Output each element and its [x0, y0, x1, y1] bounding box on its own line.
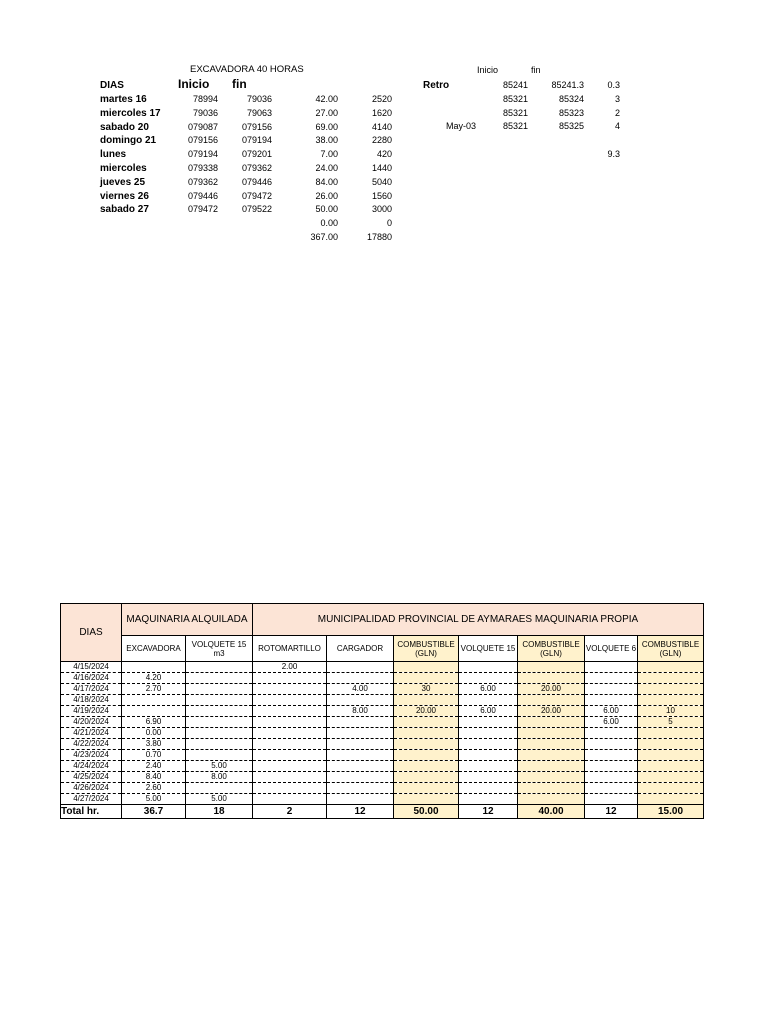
hours-cell: [122, 662, 186, 673]
fin-value: 79036: [246, 94, 272, 104]
total-cell: 12: [327, 805, 394, 819]
inicio-header: Inicio: [178, 77, 210, 91]
hours-cell: [585, 783, 638, 794]
retro-inicio: 85321: [502, 107, 528, 118]
hours-cell: [638, 772, 704, 783]
hours-cell: [253, 783, 327, 794]
monto-value: 2520: [371, 94, 392, 104]
total-label: Total hr.: [61, 805, 122, 819]
hours-cell: 4.00: [327, 684, 394, 695]
date-cell: 4/17/2024: [61, 684, 122, 695]
dia-label: sabado 27: [100, 204, 149, 216]
fin-value: 079201: [241, 149, 272, 160]
hours-cell: [186, 783, 253, 794]
table-body: [61, 662, 704, 805]
excavadora-title: EXCAVADORA 40 HORAS: [190, 64, 304, 75]
table-row: [61, 761, 704, 772]
hours-cell: [518, 772, 585, 783]
hours-cell: 8.40: [122, 772, 186, 783]
hours-cell: [518, 750, 585, 761]
retro-total: 9.3: [607, 149, 620, 159]
fin-value: 079472: [241, 190, 272, 201]
hours-cell: [518, 739, 585, 750]
horas-value: 42.00: [315, 94, 338, 104]
hours-cell: [394, 739, 459, 750]
total-cell: 36.7: [122, 805, 186, 819]
column-header: ROTOMARTILLO: [253, 636, 327, 662]
hours-cell: [327, 728, 394, 739]
hours-cell: [122, 706, 186, 717]
dia-label: miercoles: [100, 163, 147, 174]
hours-cell: [585, 673, 638, 684]
hours-cell: [638, 761, 704, 772]
group-header-propia: MUNICIPALIDAD PROVINCIAL DE AYMARAES MAQUINARIA PROPIA: [253, 604, 704, 636]
hours-cell: [253, 739, 327, 750]
hours-cell: [253, 761, 327, 772]
column-header-row: [61, 636, 704, 662]
extra-monto: 0: [386, 218, 392, 228]
dia-label: martes 16: [100, 94, 147, 105]
hours-cell: [518, 783, 585, 794]
hours-cell: 6.00: [459, 684, 518, 695]
total-cell: 50.00: [394, 805, 459, 819]
total-cell: 12: [459, 805, 518, 819]
hours-cell: 2.60: [122, 783, 186, 794]
hours-cell: 8.00: [186, 772, 253, 783]
inicio-value: 78994: [192, 94, 218, 104]
hours-cell: [327, 794, 394, 805]
retro-inicio: 85321: [502, 121, 528, 132]
hours-cell: [327, 761, 394, 772]
hours-cell: 2.00: [253, 662, 327, 673]
hours-cell: [459, 717, 518, 728]
retro-fin: 85241.3: [551, 80, 584, 90]
hours-cell: [459, 728, 518, 739]
hours-cell: [394, 662, 459, 673]
hours-cell: [253, 772, 327, 783]
retro-horas: 3: [614, 93, 620, 104]
hours-cell: [638, 684, 704, 695]
hours-cell: [459, 662, 518, 673]
total-monto: 17880: [366, 232, 392, 242]
monto-value: 1440: [371, 163, 392, 173]
column-header: VOLQUETE 6: [585, 636, 638, 662]
hours-cell: 5: [638, 717, 704, 728]
hours-cell: [186, 706, 253, 717]
hours-cell: [394, 717, 459, 728]
monto-value: 2280: [371, 135, 392, 146]
hours-cell: [585, 684, 638, 695]
table-row: [61, 684, 704, 695]
date-cell: 4/24/2024: [61, 761, 122, 772]
hours-cell: 20.00: [518, 706, 585, 717]
fin-value: 079446: [241, 176, 272, 187]
retro-horas: 4: [614, 121, 620, 132]
column-header: COMBUSTIBLE (GLN): [518, 636, 585, 662]
hours-cell: [253, 673, 327, 684]
table-row: [61, 783, 704, 794]
column-header: COMBUSTIBLE (GLN): [394, 636, 459, 662]
hours-cell: [459, 794, 518, 805]
hours-cell: 8.00: [327, 706, 394, 717]
fin-value: 79063: [246, 107, 272, 118]
hours-cell: [638, 673, 704, 684]
table-row: [61, 673, 704, 684]
hours-cell: [394, 695, 459, 706]
hours-cell: [394, 761, 459, 772]
hours-cell: [394, 728, 459, 739]
total-cell: 2: [253, 805, 327, 819]
group-header-alquilada: MAQUINARIA ALQUILADA: [122, 604, 253, 636]
horas-value: 50.00: [315, 204, 338, 215]
hours-cell: [394, 794, 459, 805]
date-cell: 4/15/2024: [61, 662, 122, 673]
hours-cell: 2.70: [122, 684, 186, 695]
hours-cell: [253, 717, 327, 728]
date-cell: 4/23/2024: [61, 750, 122, 761]
hours-cell: [186, 684, 253, 695]
hours-cell: [638, 794, 704, 805]
retro-inicio: 85321: [502, 93, 528, 104]
hours-cell: [394, 783, 459, 794]
hours-cell: [518, 794, 585, 805]
hours-cell: [518, 717, 585, 728]
hours-cell: [327, 772, 394, 783]
totals-row: [61, 805, 704, 819]
hours-cell: 20.00: [394, 706, 459, 717]
hours-cell: 5.00: [186, 794, 253, 805]
retro-inicio-header: Inicio: [477, 65, 499, 75]
hours-cell: [327, 662, 394, 673]
hours-cell: [327, 739, 394, 750]
hours-cell: [253, 684, 327, 695]
hours-cell: [459, 783, 518, 794]
monto-value: 3000: [371, 204, 392, 215]
hours-cell: [518, 673, 585, 684]
column-header: COMBUSTIBLE (GLN): [638, 636, 704, 662]
hours-cell: [394, 750, 459, 761]
table-row: [61, 794, 704, 805]
total-cell: 40.00: [518, 805, 585, 819]
retro-fin: 85324: [558, 93, 584, 104]
total-horas: 367.00: [310, 232, 338, 242]
retro-label: Retro: [423, 80, 450, 91]
dias-header: DIAS: [100, 80, 124, 91]
hours-cell: 3.80: [122, 739, 186, 750]
table-row: [61, 728, 704, 739]
hours-cell: [253, 750, 327, 761]
column-header: VOLQUETE 15: [459, 636, 518, 662]
hours-cell: 6.90: [122, 717, 186, 728]
total-cell: 15.00: [638, 805, 704, 819]
retro-horas: 0.3: [607, 80, 620, 90]
date-cell: 4/26/2024: [61, 783, 122, 794]
column-header: EXCAVADORA: [122, 636, 186, 662]
total-cell: 12: [585, 805, 638, 819]
hours-cell: 20.00: [518, 684, 585, 695]
machinery-hours-table: [60, 603, 704, 819]
inicio-value: 079446: [187, 190, 218, 201]
fin-value: 079194: [241, 135, 272, 146]
hours-cell: 0.70: [122, 750, 186, 761]
hours-cell: 4.20: [122, 673, 186, 684]
hours-cell: [638, 695, 704, 706]
table-row: [61, 706, 704, 717]
hours-cell: [518, 662, 585, 673]
hours-cell: 0.00: [122, 728, 186, 739]
hours-cell: 6.00: [585, 706, 638, 717]
hours-cell: [459, 695, 518, 706]
hours-cell: [459, 739, 518, 750]
extra-horas: 0.00: [320, 218, 338, 228]
date-cell: 4/20/2024: [61, 717, 122, 728]
hours-cell: [638, 728, 704, 739]
retro-fin: 85323: [558, 107, 584, 118]
inicio-value: 079194: [187, 149, 218, 160]
dia-label: lunes: [100, 149, 127, 161]
hours-cell: [253, 706, 327, 717]
hours-cell: [327, 717, 394, 728]
hours-cell: [459, 673, 518, 684]
dia-label: sabado 20: [100, 121, 149, 133]
hours-cell: [253, 695, 327, 706]
hours-cell: [253, 728, 327, 739]
horas-value: 27.00: [315, 107, 338, 118]
hours-cell: [585, 662, 638, 673]
hours-cell: [327, 695, 394, 706]
hours-cell: [186, 739, 253, 750]
date-cell: 4/16/2024: [61, 673, 122, 684]
monto-value: 5040: [371, 176, 392, 187]
hours-cell: [459, 761, 518, 772]
hours-cell: 30: [394, 684, 459, 695]
horas-value: 24.00: [315, 163, 338, 173]
horas-value: 26.00: [315, 190, 338, 201]
fin-value: 079362: [241, 163, 272, 173]
hours-cell: [327, 783, 394, 794]
horas-value: 69.00: [315, 121, 338, 132]
hours-cell: [518, 761, 585, 772]
inicio-value: 079362: [187, 176, 218, 187]
date-cell: 4/25/2024: [61, 772, 122, 783]
retro-inicio: 85241: [502, 80, 528, 90]
fin-value: 079522: [241, 204, 272, 215]
dia-label: jueves 25: [100, 176, 146, 188]
inicio-value: 079472: [187, 204, 218, 215]
hours-cell: 10: [638, 706, 704, 717]
hours-cell: [186, 717, 253, 728]
hours-cell: [253, 794, 327, 805]
hours-cell: 6.00: [585, 717, 638, 728]
fin-header: fin: [232, 77, 247, 91]
dia-label: domingo 21: [100, 135, 157, 147]
hours-cell: [638, 783, 704, 794]
hours-cell: [186, 728, 253, 739]
fin-value: 079156: [241, 121, 272, 132]
monto-value: 420: [376, 149, 392, 160]
hours-cell: [186, 673, 253, 684]
hours-cell: [585, 761, 638, 772]
hours-cell: [585, 728, 638, 739]
hours-cell: [585, 794, 638, 805]
hours-cell: 2.40: [122, 761, 186, 772]
hours-cell: [327, 750, 394, 761]
hours-cell: [518, 695, 585, 706]
inicio-value: 79036: [192, 107, 218, 118]
column-header: CARGADOR: [327, 636, 394, 662]
column-header: VOLQUETE 15 m3: [186, 636, 253, 662]
table-row: [61, 739, 704, 750]
dias-column-header: DIAS: [61, 604, 122, 662]
hours-cell: 5.00: [122, 794, 186, 805]
table-row: [61, 772, 704, 783]
date-cell: 4/21/2024: [61, 728, 122, 739]
retro-fecha: May-03: [445, 121, 476, 132]
retro-fin-header: fin: [531, 65, 541, 75]
horas-value: 84.00: [315, 176, 338, 187]
hours-cell: [585, 739, 638, 750]
hours-cell: [186, 662, 253, 673]
hours-cell: [585, 772, 638, 783]
retro-horas: 2: [614, 107, 620, 118]
date-cell: 4/22/2024: [61, 739, 122, 750]
hours-cell: [638, 739, 704, 750]
date-cell: 4/27/2024: [61, 794, 122, 805]
inicio-value: 079338: [187, 163, 218, 173]
inicio-value: 079087: [187, 121, 218, 132]
dia-label: viernes 26: [100, 190, 149, 202]
hours-cell: [186, 695, 253, 706]
inicio-value: 079156: [187, 135, 218, 146]
date-cell: 4/19/2024: [61, 706, 122, 717]
hours-cell: [638, 662, 704, 673]
retro-fin: 85325: [558, 121, 584, 132]
hours-cell: [459, 750, 518, 761]
hours-cell: [585, 750, 638, 761]
hours-cell: [638, 750, 704, 761]
table-row: [61, 717, 704, 728]
monto-value: 4140: [371, 121, 392, 132]
horas-value: 7.00: [320, 149, 338, 160]
table-row: [61, 750, 704, 761]
monto-value: 1560: [371, 190, 392, 201]
hours-cell: 6.00: [459, 706, 518, 717]
hours-cell: [394, 673, 459, 684]
hours-cell: [518, 728, 585, 739]
date-cell: 4/18/2024: [61, 695, 122, 706]
hours-cell: [327, 673, 394, 684]
hours-cell: [186, 750, 253, 761]
hours-cell: 5.00: [186, 761, 253, 772]
horas-value: 38.00: [315, 135, 338, 146]
total-cell: 18: [186, 805, 253, 819]
hours-cell: [585, 695, 638, 706]
dia-label: miercoles 17: [100, 107, 161, 119]
hours-cell: [459, 772, 518, 783]
hours-cell: [394, 772, 459, 783]
hours-cell: [122, 695, 186, 706]
table-row: [61, 695, 704, 706]
table-row: [61, 662, 704, 673]
monto-value: 1620: [371, 107, 392, 118]
